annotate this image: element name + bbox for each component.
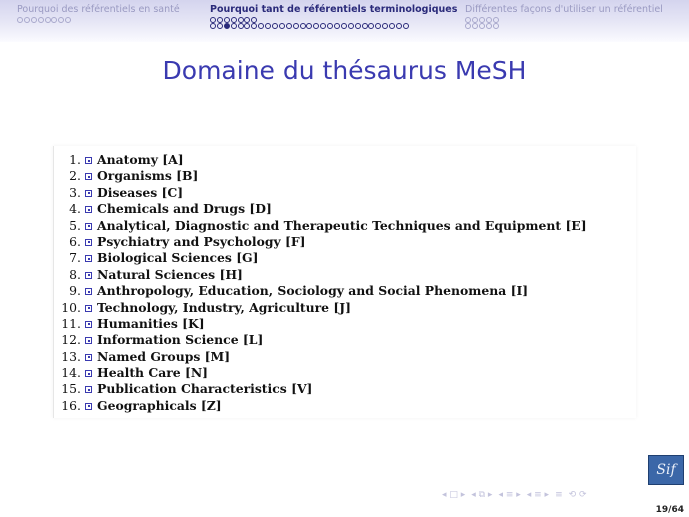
square-bullet-icon [85,337,92,344]
item-number: 3. [69,184,81,200]
item-number: 15. [61,381,81,397]
slide-dot-icon[interactable] [396,23,402,29]
list-item [54,332,587,348]
slide-dot-icon[interactable] [231,23,237,29]
square-bullet-icon [85,354,92,361]
slide-dot-icon[interactable] [58,17,64,23]
slide-dot-icon[interactable] [389,23,395,29]
item-label: Humanities [K] [97,315,205,331]
slide-dot-icon[interactable] [38,17,44,23]
item-label: Health Care [N] [97,365,209,381]
slide-dot-icon[interactable] [486,23,492,29]
slide-dot-icon[interactable] [472,23,478,29]
section-link-pourquoi-referentiels[interactable] [17,4,180,23]
nav-slide-icon[interactable]: ◂ ≡ ▸ [526,490,550,500]
item-label: Natural Sciences [H] [97,266,243,282]
slide-dot-icon[interactable] [17,17,23,23]
item-label: Publication Characteristics [V] [97,381,313,397]
slide-dot-icon[interactable] [238,23,244,29]
dot-row [465,23,663,29]
square-bullet-icon [85,173,92,180]
item-number: 4. [69,201,81,217]
item-label: Anatomy [A] [97,152,184,167]
item-number: 10. [61,299,81,315]
slide-dot-icon[interactable] [327,23,333,29]
square-bullet-icon [85,157,92,164]
list-item [54,300,587,316]
nav-search-icon[interactable]: ⟲ ⟳ [568,490,587,500]
dot-row [210,23,457,29]
list-item [54,398,587,414]
slide-dot-icon[interactable] [244,23,250,29]
square-bullet-icon [85,370,92,377]
item-label: Analytical, Diagnostic and Therapeutic Techniques and Equipment [E] [97,217,587,233]
slide-dot-icon[interactable] [65,17,71,23]
list-item [54,250,587,266]
item-label: Chemicals and Drugs [D] [97,201,272,217]
item-number: 5. [69,217,81,233]
slide-dot-icon[interactable] [479,23,485,29]
section-link-pourquoi-tant[interactable] [210,4,457,29]
section-link-differentes-facons[interactable] [465,4,663,29]
item-label: Technology, Industry, Agriculture [J] [97,299,351,315]
item-label: Diseases [C] [97,184,184,200]
slide-dot-icon[interactable] [279,23,285,29]
item-label: Named Groups [M] [97,348,231,364]
slide-dot-icon[interactable] [493,23,499,29]
current-slide-dot-icon[interactable] [224,23,230,29]
slide-dot-icon[interactable] [313,23,319,29]
slide-dot-icon[interactable] [465,23,471,29]
slide-dot-icon[interactable] [265,23,271,29]
section-label: Pourquoi tant de référentiels terminologiques [210,4,458,15]
list-item [54,365,587,381]
list-item [54,185,587,201]
slide-dot-icon[interactable] [45,17,51,23]
square-bullet-icon [85,223,92,230]
section-progress-dots [465,17,663,29]
square-bullet-icon [85,403,92,410]
list-item [54,349,587,365]
dot-row [17,17,180,23]
list-item [54,201,587,217]
item-label: Anthropology, Education, Sociology and Social Phenomena [I] [97,283,529,299]
slide-dot-icon[interactable] [403,23,409,29]
square-bullet-icon [85,288,92,295]
square-bullet-icon [85,190,92,197]
item-label: Organisms [B] [97,168,199,184]
item-number: 7. [69,250,81,266]
square-bullet-icon [85,305,92,312]
item-number: 13. [61,348,81,364]
slide-dot-icon[interactable] [341,23,347,29]
slide-dot-icon[interactable] [31,17,37,23]
item-number: 6. [69,233,81,249]
slide-title: Domaine du thésaurus MeSH [162,56,527,85]
slide-dot-icon[interactable] [362,23,368,29]
square-bullet-icon [85,386,92,393]
slide-dot-icon[interactable] [368,23,374,29]
list-item [54,168,587,184]
item-number: 14. [61,365,81,381]
mesh-category-list [54,152,587,414]
item-label: Geographicals [Z] [97,397,222,413]
list-item [54,267,587,283]
item-label: Information Science [L] [97,332,264,348]
slide-dot-icon[interactable] [51,17,57,23]
item-label: Psychiatry and Psychology [F] [97,233,306,249]
item-number: 11. [61,315,81,331]
item-label: Biological Sciences [G] [97,250,259,266]
slide-dot-icon[interactable] [272,23,278,29]
slide-dot-icon[interactable] [355,23,361,29]
square-bullet-icon [85,239,92,246]
slide-dot-icon[interactable] [300,23,306,29]
item-number: 9. [69,283,81,299]
nav-menu-icon[interactable]: ≡ [555,490,563,500]
square-bullet-icon [85,272,92,279]
slide-dot-icon[interactable] [348,23,354,29]
list-item [54,152,587,168]
item-number: 12. [61,332,81,348]
nav-section-icon[interactable]: ◂ ≡ ▸ [498,490,521,500]
item-number: 8. [69,266,81,282]
section-progress-dots [210,17,457,29]
section-label: Différentes façons d'utiliser un référentiel [465,4,663,15]
slide-dot-icon[interactable] [375,23,381,29]
nav-frame-icon[interactable]: ◂ □ ▸ [442,490,466,500]
section-label: Pourquoi des référentiels en santé [17,4,180,15]
slide-dot-icon[interactable] [24,17,30,23]
section-navigation-bar [0,0,689,42]
slide-dot-icon[interactable] [258,23,264,29]
slide-dot-icon[interactable] [210,23,216,29]
mesh-categories-box [53,146,636,418]
slide-dot-icon[interactable] [334,23,340,29]
item-number: 2. [69,168,81,184]
square-bullet-icon [85,255,92,262]
beamer-navigation-controls [442,490,593,500]
slide-dot-icon[interactable] [382,23,388,29]
square-bullet-icon [85,206,92,213]
item-number: 16. [61,397,81,413]
slide-dot-icon[interactable] [306,23,312,29]
nav-subsection-icon[interactable]: ◂ ⧉ ▸ [471,490,493,500]
list-item [54,316,587,332]
section-progress-dots [17,17,180,23]
page-number: 19/64 [655,505,684,515]
square-bullet-icon [85,321,92,328]
slide-dot-icon[interactable] [293,23,299,29]
list-item [54,381,587,397]
list-item [54,218,587,234]
logo: Sif [648,455,684,485]
slide-dot-icon[interactable] [286,23,292,29]
slide-dot-icon[interactable] [251,23,257,29]
item-number: 1. [69,152,81,167]
slide-dot-icon[interactable] [320,23,326,29]
list-item [54,234,587,250]
slide-dot-icon[interactable] [217,23,223,29]
list-item [54,283,587,299]
